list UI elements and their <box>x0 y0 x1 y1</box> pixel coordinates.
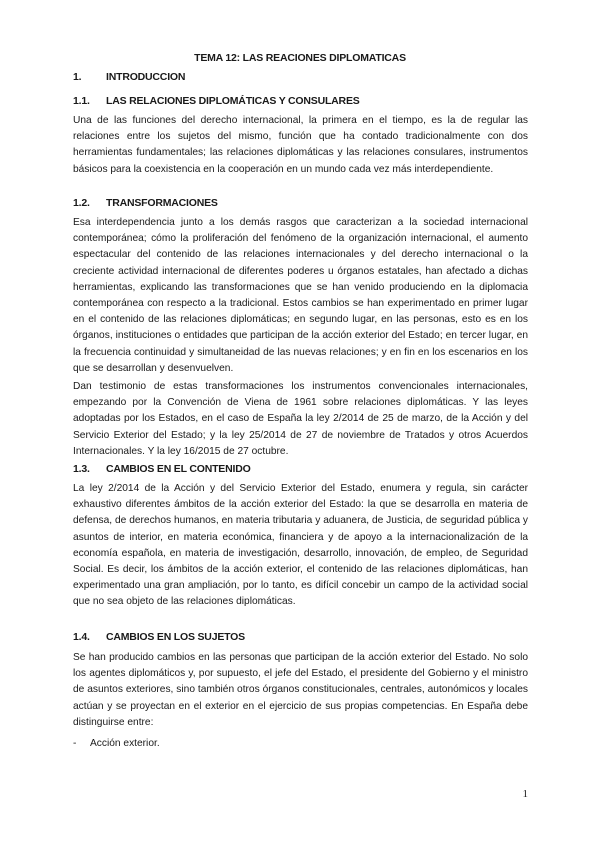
heading-introduccion <box>73 71 185 83</box>
heading-cambios-contenido <box>73 463 251 475</box>
bullet-dash: - <box>73 738 77 749</box>
heading-number: 1.4. <box>73 631 90 643</box>
list-item-text: Acción exterior. <box>90 738 160 749</box>
heading-cambios-sujetos <box>73 631 245 643</box>
heading-label: LAS RELACIONES DIPLOMÁTICAS Y CONSULARES <box>106 95 360 107</box>
heading-relaciones-diplomaticas <box>73 95 360 107</box>
heading-transformaciones <box>73 197 218 209</box>
paragraph-sujetos: Se han producido cambios en las personas que participan de la acción exterior del Estado. No solo los agentes diplomáticos y, por supuesto, el jefe del Estado, el presidente del Gobierno y el ministro de asuntos exteriores, sino también otros órganos constitucionales, centrales, autonómicos y locales actúan y se proyectan en el exterior en el ejercicio de sus propias competencias. En España debe distinguirse entre: <box>73 652 528 728</box>
list-item <box>73 738 160 749</box>
heading-label: CAMBIOS EN EL CONTENIDO <box>106 463 251 475</box>
heading-number: 1.2. <box>73 197 90 209</box>
heading-label: CAMBIOS EN LOS SUJETOS <box>106 631 245 643</box>
paragraph-ley-2-2014: La ley 2/2014 de la Acción y del Servicio Exterior del Estado, enumera y regula, sin carácter exhaustivo diferentes ámbitos de la acción exterior del Estado: la que se desarrolla en materia de defensa, de derechos humanos, en materia tributaria y aduanera, de Justicia, de seguridad pública y asuntos de interior, en materia económica, financiera y de apoyo a la internacionalización de la economía española, en materia de investigación, desarrollo, innovación, de empleo, de Seguridad Social. Es decir, los ámbitos de la acción exterior, el contenido de las relaciones diplomáticas, han experimentado una gran ampliación, por lo tanto, es difícil concebir un campo de la actividad social que no sea objeto de las relaciones diplomáticas. <box>73 483 528 608</box>
heading-label: INTRODUCCION <box>106 71 186 83</box>
heading-label: TRANSFORMACIONES <box>106 197 218 209</box>
heading-number: 1. <box>73 71 82 83</box>
page-number: 1 <box>522 788 528 800</box>
paragraph-transformaciones: Esa interdependencia junto a los demás rasgos que caracterizan a la sociedad internacional contemporánea; cómo la proliferación del fenómeno de la organización internacional, el aumento espectacular del contenido de las relaciones internacionales y del derecho internacional o la creciente actividad internacional de diferentes poderes u órganos estatales, han afectado a dichas herramientas, explicando las transformaciones que se han venido produciendo en la diplomacia contemporánea con respecto a la tradicional. Estos cambios se han experimentado en primer lugar en el contenido de las relaciones diplomáticas; en segundo lugar, en las personas, esto es en los órganos, instituciones o entidades que participan de la acción exterior del Estado; en tercer lugar, en la frecuencia continuidad y simultaneidad de las nuevas relaciones; y en fin en los escenarios en los que se desarrollan y desenvuelven. <box>73 217 528 374</box>
page-title: TEMA 12: LAS REACIONES DIPLOMATICAS <box>194 52 406 64</box>
paragraph-intro: Una de las funciones del derecho internacional, la primera en el tiempo, es la de regular las relaciones entre los sujetos del mismo, función que ha contado tradicionalmente con dos herramientas fundamentales; las relaciones diplomáticas y las relaciones consulares, instrumentos básicos para la coexistencia en la cooperación en un mundo cada vez más interdependiente. <box>73 115 528 175</box>
heading-number: 1.3. <box>73 463 90 475</box>
paragraph-testimonio: Dan testimonio de estas transformaciones los instrumentos convencionales internacionales, empezando por la Convención de Viena de 1961 sobre relaciones diplomáticas. Y las leyes adoptadas por los Estados, en el caso de España la ley 2/2014 de 25 de marzo, de la Acción y del Servicio Exterior del Estado; y la ley 25/2014 de 27 de noviembre de Tratados y otros Acuerdos Internacionales. Y la ley 16/2015 de 27 octubre. <box>73 381 528 457</box>
heading-number: 1.1. <box>73 95 90 107</box>
